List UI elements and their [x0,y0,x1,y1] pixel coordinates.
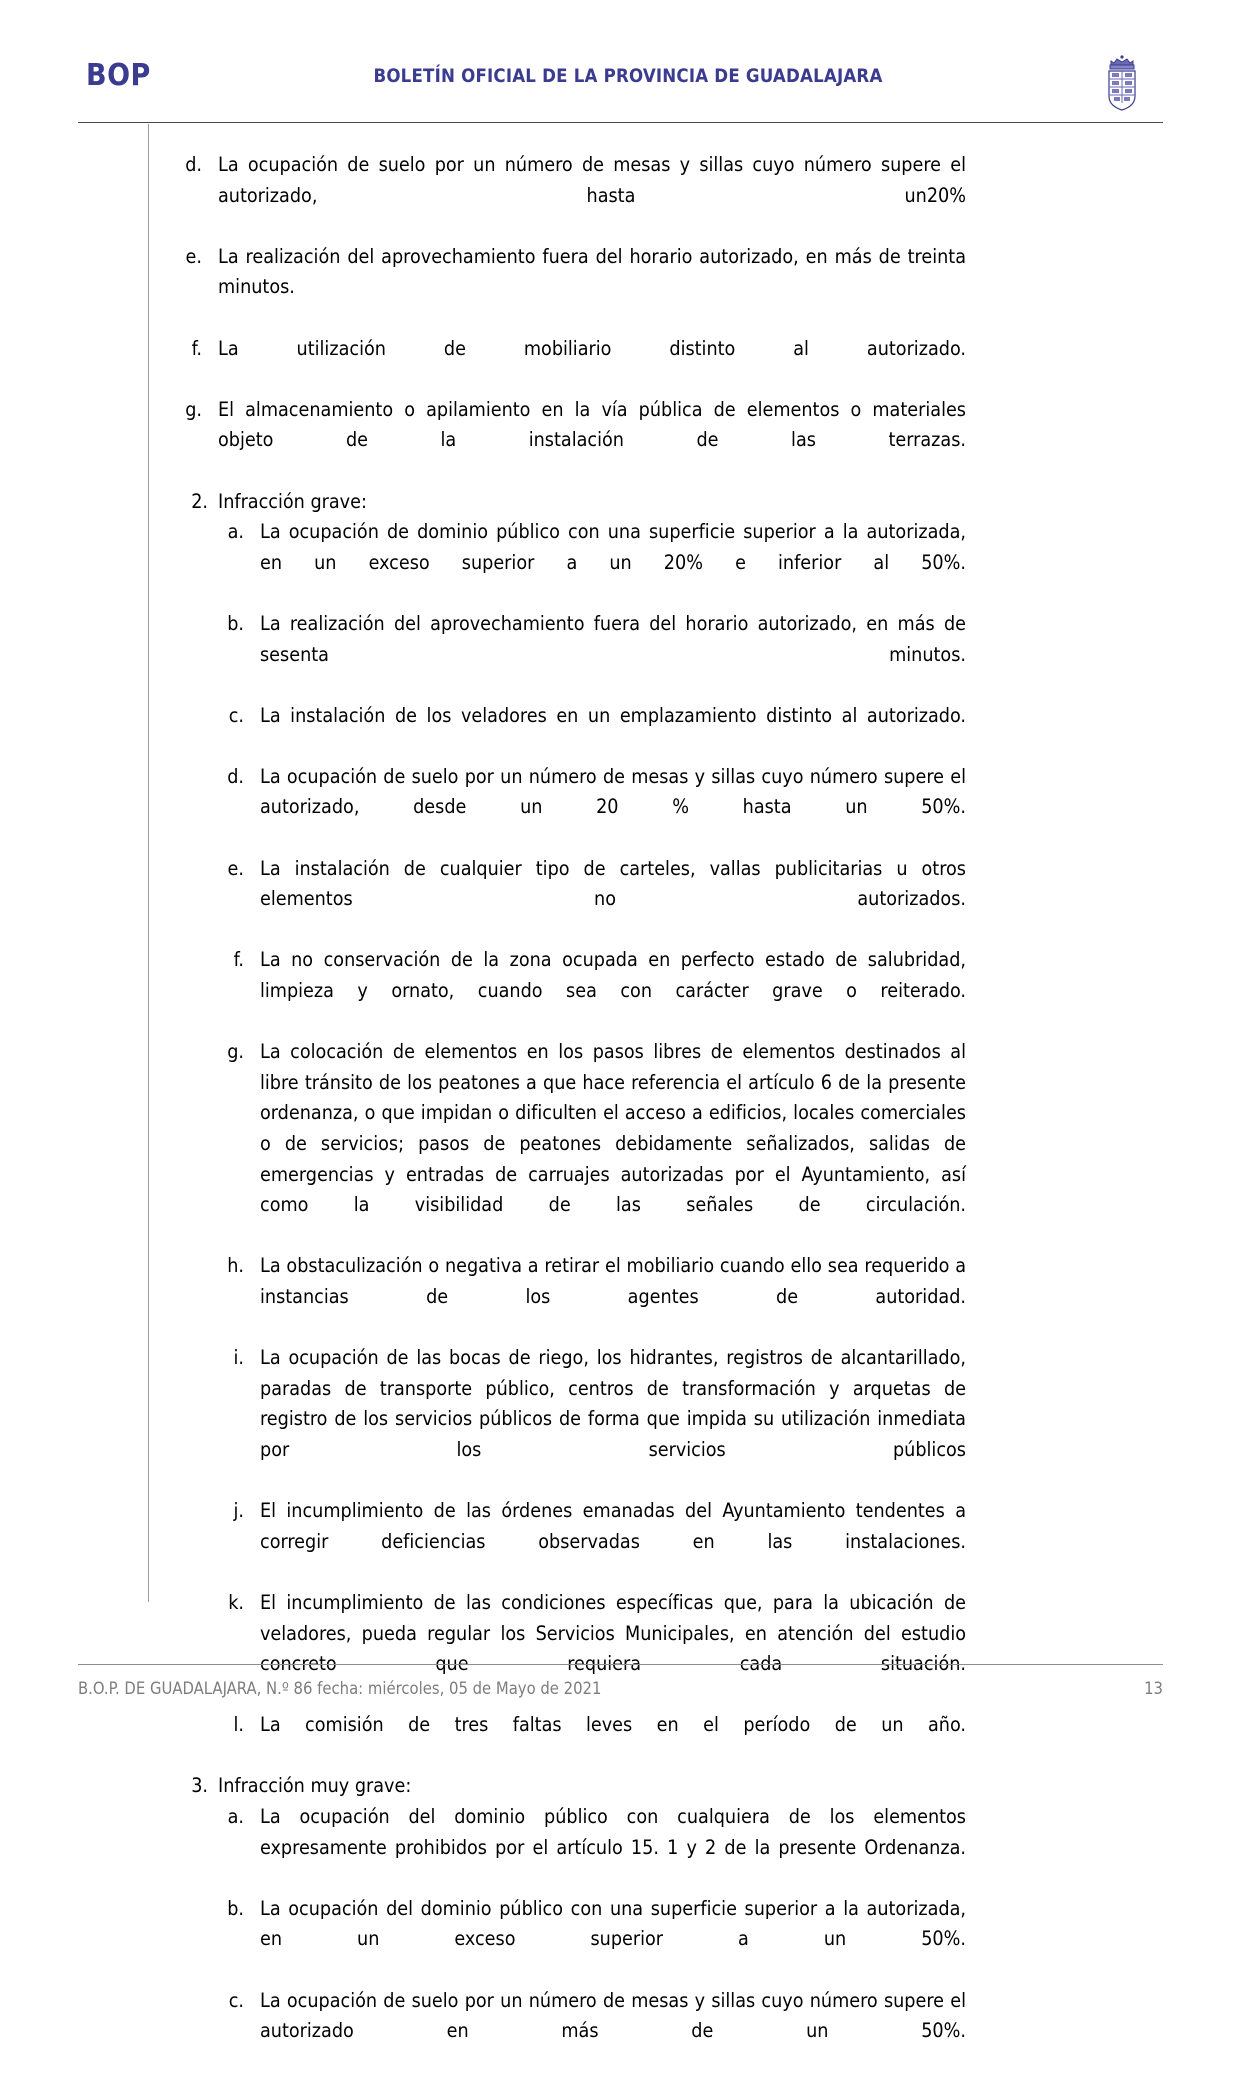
list-item-marker: g. [185,397,202,421]
list-item-text: La ocupación del dominio público con una superficie superior a la autorizada, en un exceso superior a un 50%. [260,1896,966,1951]
numbered-section [176,487,966,1772]
list-item [218,701,966,762]
section-number: 3. [191,1774,208,1798]
list-item-marker: d. [227,764,244,788]
list-item-marker: k. [228,1590,244,1614]
list-item [218,1710,966,1771]
numbered-section [176,1771,966,2077]
continued-list [176,150,966,487]
list-item [218,1894,966,1986]
page-footer [78,1676,1163,1702]
list-item-marker: b. [227,1896,244,1920]
list-item [218,1802,966,1894]
list-item-marker: f. [233,948,244,972]
footer-publication-info: B.O.P. DE GUADALAJARA, N.º 86 fecha: miércoles, 05 de Mayo de 2021 [78,1679,602,1698]
list-item [218,1496,966,1588]
list-item-text: La ocupación de las bocas de riego, los hidrantes, registros de alcantarillado, paradas de transporte público, centros de transformación y arquetas de registro de los servicios públicos de forma que impida su utilización inmediata por los servicios públicos [260,1346,966,1461]
document-body [176,150,966,2077]
list-item-marker: l. [233,1713,244,1737]
list-item-text: El almacenamiento o apilamiento en la vía pública de elementos o materiales objeto de la instalación de las terrazas. [218,397,966,452]
list-item [218,945,966,1037]
list-item-text: El incumplimiento de las órdenes emanadas del Ayuntamiento tendentes a corregir deficiencias observadas en las instalaciones. [260,1499,966,1553]
list-item-marker: b. [227,611,244,635]
infraction-sections [176,487,966,2077]
list-item-marker: a. [227,1805,244,1829]
list-item [176,334,966,395]
list-item [176,242,966,334]
list-item-text: La obstaculización o negativa a retirar el mobiliario cuando ello sea requerido a instancias de los agentes de autoridad. [260,1254,966,1308]
list-item-marker: g. [227,1040,244,1064]
list-item-marker: j. [233,1499,244,1523]
list-item-marker: i. [233,1346,244,1370]
list-item [218,854,966,946]
list-item-text: La realización del aprovechamiento fuera del horario autorizado, en más de sesenta minutos. [260,611,966,666]
list-item-text: La instalación de cualquier tipo de carteles, vallas publicitarias u otros elementos no autorizados. [260,856,966,911]
list-item-text: La ocupación del dominio público con cualquiera de los elementos expresamente prohibidos por el artículo 15. 1 y 2 de la presente Ordenanza. [260,1805,966,1859]
list-item-text: La instalación de los veladores en un emplazamiento distinto al autorizado. [260,703,966,727]
section-items [218,517,966,1771]
section-number: 2. [191,489,208,513]
list-item-marker: h. [227,1254,244,1278]
list-item-marker: c. [228,1988,244,2012]
page-header [78,52,1163,114]
footer-page-number: 13 [1144,1679,1163,1698]
list-item-marker: d. [185,153,202,176]
list-item [218,1343,966,1496]
list-item-marker: f. [191,336,202,360]
list-item-text: La no conservación de la zona ocupada en perfecto estado de salubridad, limpieza y ornato, cuando sea con carácter grave o reiterado. [260,948,966,1003]
list-item-marker: e. [227,856,244,880]
list-item-text: La ocupación de suelo por un número de mesas y sillas cuyo número supere el autorizado en más de un 50%. [260,1988,966,2043]
list-item-text: La utilización de mobiliario distinto al autorizado. [218,336,966,360]
footer-divider [78,1664,1163,1665]
list-item [218,517,966,609]
list-item-marker: e. [185,244,202,268]
list-item [176,395,966,487]
bop-logo: BOP [86,58,151,93]
list-item-text: La ocupación de suelo por un número de mesas y sillas cuyo número supere el autorizado, hasta un20% [218,153,966,207]
list-item-text: La ocupación de dominio público con una superficie superior a la autorizada, en un exceso superior a un 20% e inferior al 50%. [260,520,966,574]
list-item-text: La ocupación de suelo por un número de mesas y sillas cuyo número supere el autorizado, desde un 20 % hasta un 50%. [260,764,966,819]
list-item-marker: a. [227,520,244,544]
list-item-text: La colocación de elementos en los pasos libres de elementos destinados al libre tránsito de los peatones a que hace referencia el artículo 6 de la presente ordenanza, o que impidan o dificulten el acceso a edificios, locales comerciales o de servicios; pasos de peatones debidamente señalizados, salidas de emergencias y entradas de carruajes autorizadas por el Ayuntamiento, así como la visibilidad de las señales de circulación. [260,1040,966,1217]
section-label: Infracción grave: [218,489,367,513]
header-divider [78,122,1163,123]
left-margin-rule [148,124,149,1602]
section-items [218,1802,966,2077]
list-item [218,1037,966,1251]
list-item-text: La comisión de tres faltas leves en el período de un año. [260,1713,966,1737]
coat-of-arms-icon [1099,52,1145,114]
list-item-text: El incumplimiento de las condiciones específicas que, para la ubicación de veladores, pueda regular los Servicios Municipales, en atención del estudio concreto que requiera cada situación. [260,1590,966,1676]
list-item [176,150,966,242]
list-item [218,1251,966,1343]
list-item-text: La realización del aprovechamiento fuera del horario autorizado, en más de treinta minutos. [218,244,966,299]
list-item [218,762,966,854]
page-title: BOLETÍN OFICIAL DE LA PROVINCIA DE GUADALAJARA [373,66,883,87]
list-item-marker: c. [228,703,244,727]
list-item [218,1986,966,2077]
section-label: Infracción muy grave: [218,1774,412,1798]
list-item [218,609,966,701]
